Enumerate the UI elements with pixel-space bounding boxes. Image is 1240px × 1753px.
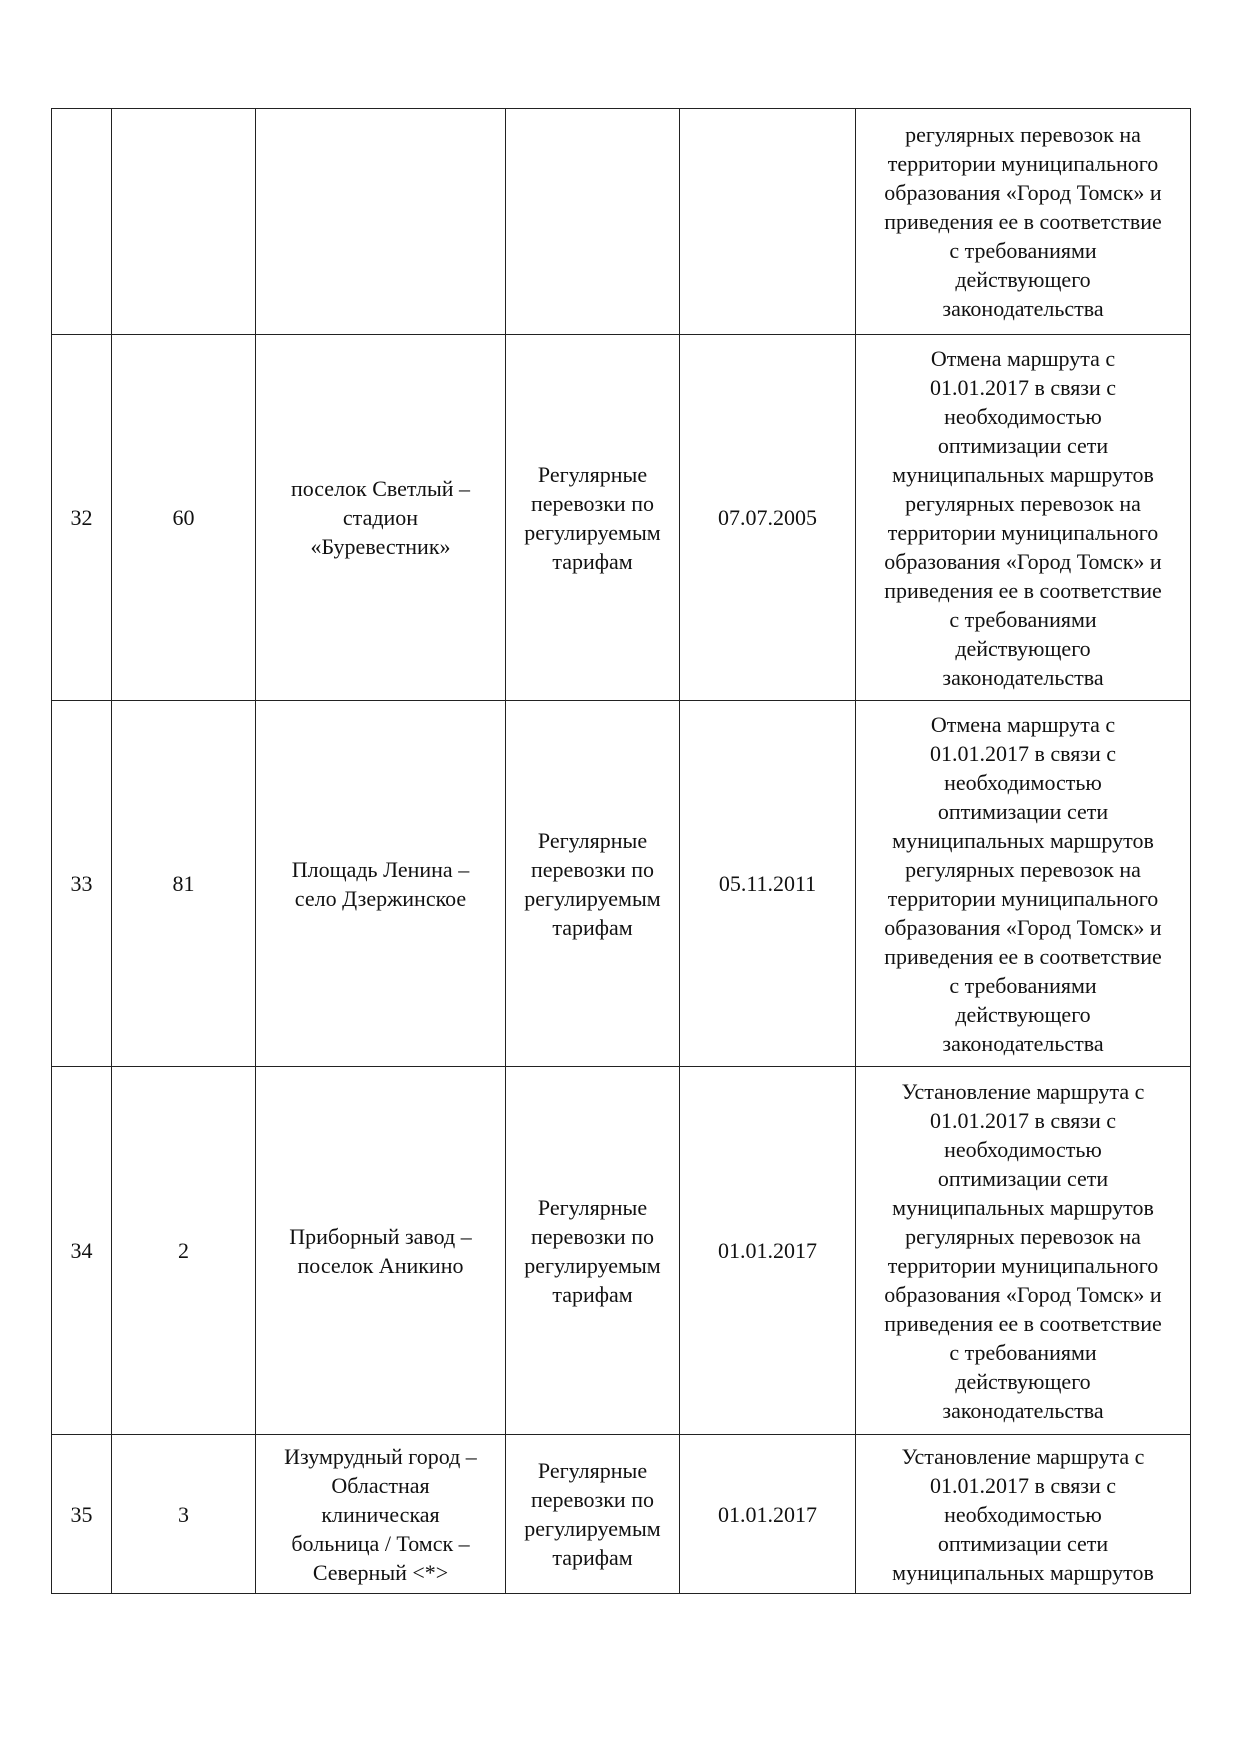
table-row-continuation [52, 109, 1191, 335]
date-cell: 01.01.2017 [680, 1435, 856, 1594]
route-name-cell: поселок Светлый – стадион «Буревестник» [256, 335, 506, 701]
row-number-cell: 32 [52, 335, 112, 701]
date-cell [680, 109, 856, 335]
routes-table [51, 108, 1191, 1594]
transport-type-cell: Регулярные перевозки по регулируемым тарифам [506, 1067, 680, 1435]
note-cell: Установление маршрута с 01.01.2017 в связи с необходимостью оптимизации сети муниципальных маршрутов [856, 1435, 1191, 1594]
table-row [52, 1435, 1191, 1594]
route-number-cell: 81 [112, 701, 256, 1067]
route-name-cell: Изумрудный город – Областная клиническая больница / Томск – Северный <*> [256, 1435, 506, 1594]
route-name-cell [256, 109, 506, 335]
note-cell: регулярных перевозок на территории муниципального образования «Город Томск» и приведения ее в соответствие с требованиями действующего законодательства [856, 109, 1191, 335]
date-cell: 05.11.2011 [680, 701, 856, 1067]
route-name-cell: Приборный завод – поселок Аникино [256, 1067, 506, 1435]
transport-type-cell: Регулярные перевозки по регулируемым тарифам [506, 1435, 680, 1594]
transport-type-cell: Регулярные перевозки по регулируемым тарифам [506, 335, 680, 701]
note-cell: Отмена маршрута с 01.01.2017 в связи с необходимостью оптимизации сети муниципальных маршрутов регулярных перевозок на территории муниципального образования «Город Томск» и приведения ее в соответствие с требованиями действующего законодательства [856, 335, 1191, 701]
date-cell: 01.01.2017 [680, 1067, 856, 1435]
row-number-cell [52, 109, 112, 335]
route-name-cell: Площадь Ленина – село Дзержинское [256, 701, 506, 1067]
date-cell: 07.07.2005 [680, 335, 856, 701]
table-row [52, 701, 1191, 1067]
row-number-cell: 33 [52, 701, 112, 1067]
route-number-cell: 2 [112, 1067, 256, 1435]
row-number-cell: 34 [52, 1067, 112, 1435]
note-cell: Установление маршрута с 01.01.2017 в связи с необходимостью оптимизации сети муниципальных маршрутов регулярных перевозок на территории муниципального образования «Город Томск» и приведения ее в соответствие с требованиями действующего законодательства [856, 1067, 1191, 1435]
table-row [52, 335, 1191, 701]
route-number-cell [112, 109, 256, 335]
table-row [52, 1067, 1191, 1435]
row-number-cell: 35 [52, 1435, 112, 1594]
note-cell: Отмена маршрута с 01.01.2017 в связи с необходимостью оптимизации сети муниципальных маршрутов регулярных перевозок на территории муниципального образования «Город Томск» и приведения ее в соответствие с требованиями действующего законодательства [856, 701, 1191, 1067]
route-number-cell: 3 [112, 1435, 256, 1594]
route-number-cell: 60 [112, 335, 256, 701]
transport-type-cell [506, 109, 680, 335]
transport-type-cell: Регулярные перевозки по регулируемым тарифам [506, 701, 680, 1067]
